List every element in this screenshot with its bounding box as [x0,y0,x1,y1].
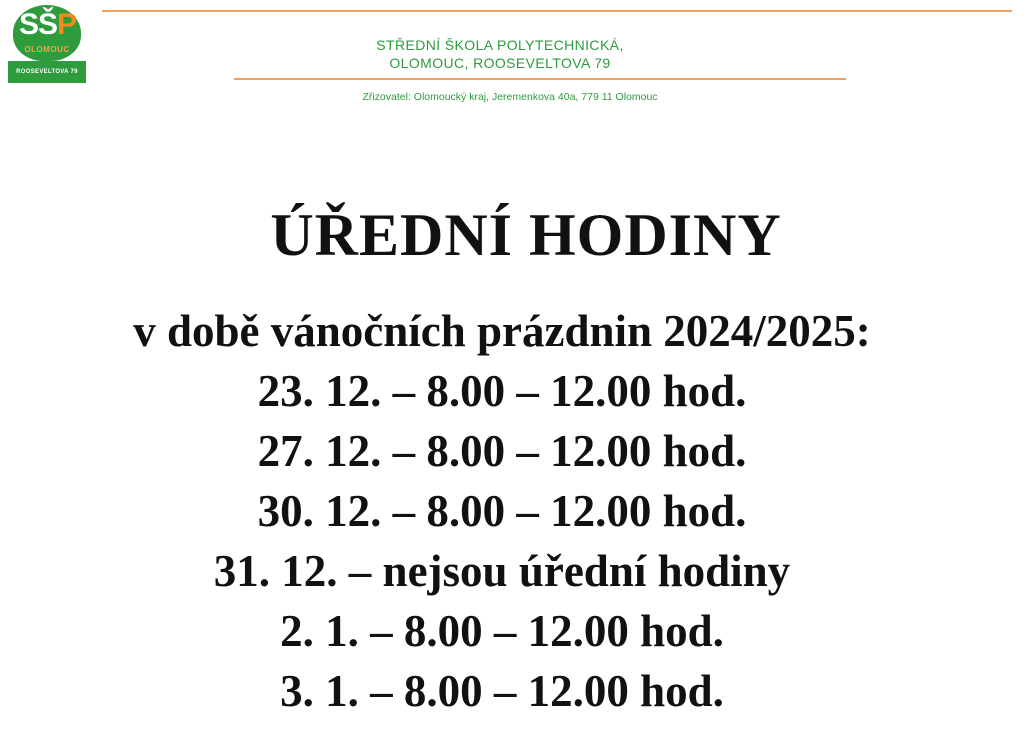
notice-body [0,301,1004,721]
schedule-line: 31. 12. – nejsou úřední hodiny [213,546,791,596]
logo-letters: SŠP [19,8,77,41]
notice-subtitle: v době vánočních prázdnin 2024/2025: [133,306,871,356]
logo-street: ROOSEVELTOVA 79 [16,69,78,75]
schedule-line: 3. 1. – 8.00 – 12.00 hod. [280,666,724,716]
school-name [250,36,750,72]
header-rule-top [102,10,1012,12]
schedule-line: 2. 1. – 8.00 – 12.00 hod. [280,606,724,656]
logo-city: OLOMOUC [24,45,70,54]
school-logo [8,5,86,83]
schedule-line: 30. 12. – 8.00 – 12.00 hod. [257,486,747,536]
logo-street-bar [8,61,86,83]
school-name-line2: OLOMOUC, ROOSEVELTOVA 79 [389,55,611,71]
founder-line: Zřizovatel: Olomoucký kraj, Jeremenkova 40a, 779 11 Olomouc [362,91,658,103]
notice-title: ÚŘEDNÍ HODINY [270,202,782,268]
schedule-line: 23. 12. – 8.00 – 12.00 hod. [257,366,747,416]
header-rule-bottom [234,78,846,80]
schedule-line: 27. 12. – 8.00 – 12.00 hod. [257,426,747,476]
school-name-line1: STŘEDNÍ ŠKOLA POLYTECHNICKÁ, [376,37,624,53]
